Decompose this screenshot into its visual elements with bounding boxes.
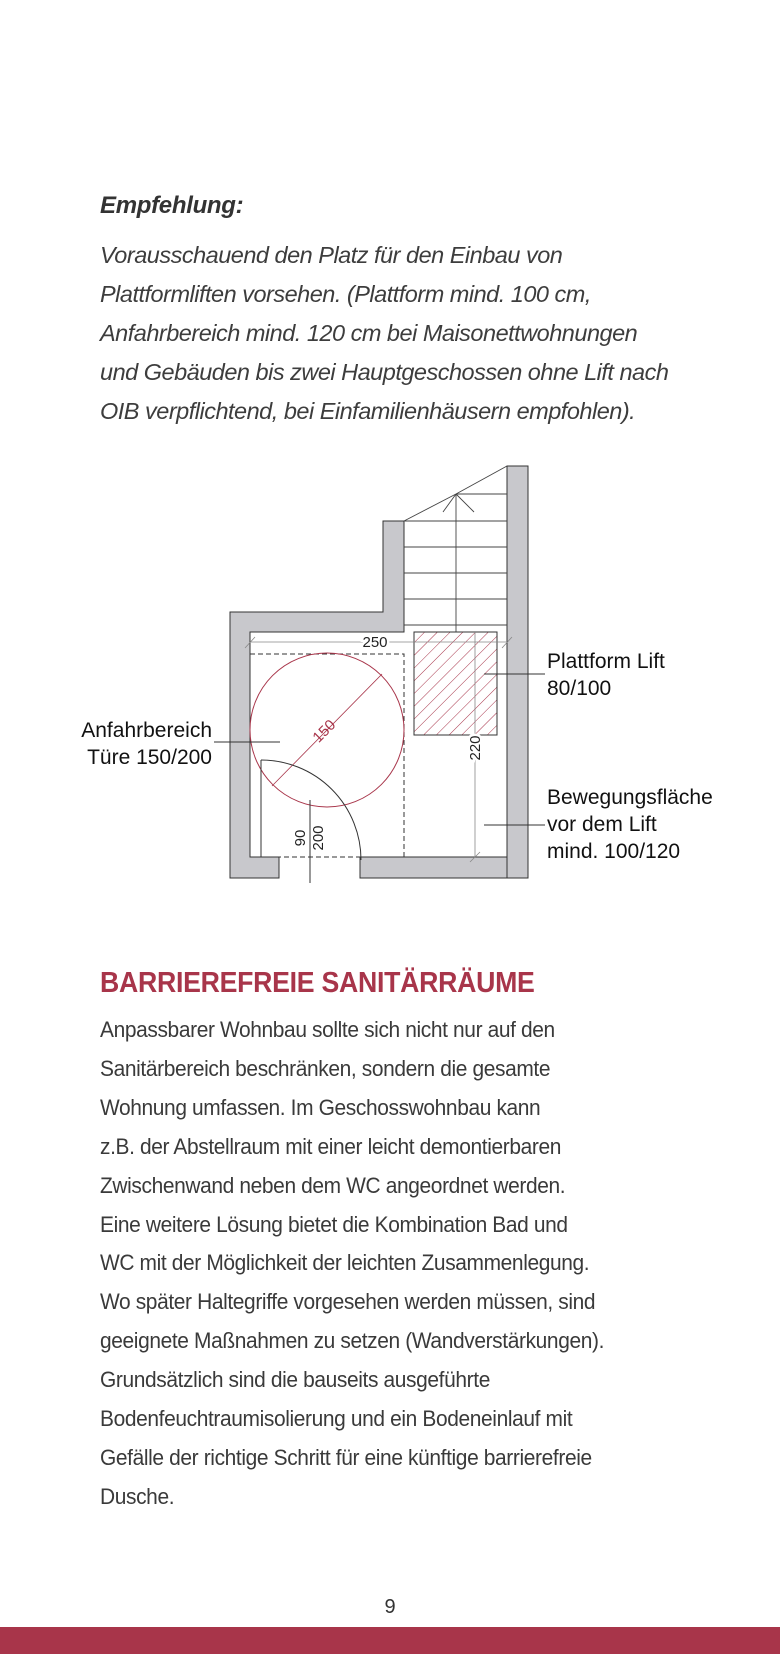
body-line: Wo später Haltegriffe vorgesehen werden müssen, sind [100,1289,596,1315]
dim-width-label: 250 [362,634,388,651]
recommendation-line: Anfahrbereich mind. 120 cm bei Maisonettwohnungen [100,320,638,346]
recommendation-block [100,190,720,431]
wall-right [507,466,528,878]
body-line: Zwischenwand neben dem WC angeordnet werden. [100,1172,566,1198]
label-movement-area-3: mind. 100/120 [547,840,681,863]
body-line: Anpassbarer Wohnbau sollte sich nicht nur auf den [100,1017,555,1042]
body-line: Dusche. [100,1483,175,1509]
platform-lift-area [414,632,497,735]
body-line: Gefälle der richtige Schritt für eine künftige barrierefreie [100,1444,592,1470]
wall-bottom [360,857,507,878]
label-movement-area-2: vor dem Lift [547,813,657,836]
body-line: Wohnung umfassen. Im Geschosswohnbau kann [100,1094,541,1120]
approach-area-outline [250,654,404,857]
stairs [404,466,507,632]
body-line: Sanitärbereich beschränken, sondern die gesamte [100,1055,551,1081]
dim-height-label: 220 [467,735,484,761]
section-heading: BARRIEREFREIE SANITÄRRÄUME [100,967,535,999]
body-line: Eine weitere Lösung bietet die Kombination Bad und [100,1211,568,1237]
dim-door-label-2: 200 [310,825,327,851]
dim-door-label-1: 90 [292,829,309,847]
footer-bar [0,1627,780,1654]
body-line: WC mit der Möglichkeit der leichten Zusammenlegung. [100,1250,590,1276]
recommendation-line: Plattformliften vorsehen. (Plattform mind. 100 cm, [100,281,591,307]
body-line: z.B. der Abstellraum mit einer leicht demontierbaren [100,1133,562,1159]
body-line: Grundsätzlich sind die bauseits ausgeführte [100,1367,490,1393]
platform-lift-floor-plan [0,455,780,905]
sanitary-section [100,963,720,1517]
recommendation-line: und Gebäuden bis zwei Hauptgeschossen ohne Lift nach [100,359,669,385]
page-number: 9 [384,1596,396,1618]
body-line: geeignete Maßnahmen zu setzen (Wandverstärkungen). [100,1328,605,1354]
recommendation-line: Vorausschauend den Platz für den Einbau von [100,242,563,268]
label-approach-area: Anfahrbereich [81,719,212,742]
label-door: Türe 150/200 [87,746,212,769]
recommendation-title: Empfehlung: [100,192,244,219]
label-movement-area: Bewegungsfläche [547,786,713,809]
dim-circle-label: 150 [309,716,340,747]
label-platform-size: 80/100 [547,677,612,700]
body-line: Bodenfeuchtraumisolierung und ein Bodeneinlauf mit [100,1406,573,1432]
recommendation-line: OIB verpflichtend, bei Einfamilienhäusern empfohlen). [100,398,636,424]
label-platform-lift: Plattform Lift [547,650,665,673]
